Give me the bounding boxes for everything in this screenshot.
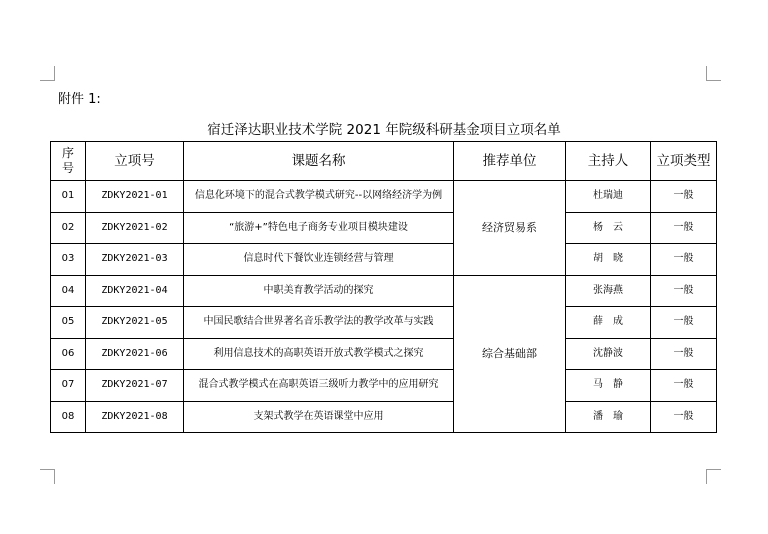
row-host: 沈静波	[566, 338, 651, 370]
row-type: 一般	[651, 338, 717, 370]
header-host: 主持人	[566, 142, 651, 181]
row-name: 利用信息技术的高职英语开放式教学模式之探究	[184, 338, 454, 370]
row-seq: 05	[51, 307, 86, 339]
crop-mark-bottom-right	[706, 469, 721, 484]
table-row	[51, 370, 717, 402]
row-type: 一般	[651, 401, 717, 433]
row-type: 一般	[651, 212, 717, 244]
crop-mark-top-right	[706, 66, 721, 81]
row-code: ZDKY2021-03	[86, 244, 184, 276]
row-code: ZDKY2021-05	[86, 307, 184, 339]
row-host: 马 静	[566, 370, 651, 402]
row-host: 潘 瑜	[566, 401, 651, 433]
row-code: ZDKY2021-04	[86, 275, 184, 307]
table-row	[51, 307, 717, 339]
header-type: 立项类型	[651, 142, 717, 181]
row-seq: 01	[51, 181, 86, 213]
row-code: ZDKY2021-01	[86, 181, 184, 213]
row-unit: 经济贸易系	[454, 181, 566, 276]
crop-mark-bottom-left	[40, 469, 55, 484]
attachment-label: 附件 1:	[58, 92, 101, 107]
row-seq: 04	[51, 275, 86, 307]
table-row	[51, 181, 717, 213]
row-unit: 综合基础部	[454, 275, 566, 433]
row-seq: 08	[51, 401, 86, 433]
row-seq: 03	[51, 244, 86, 276]
document-title: 宿迁泽达职业技术学院 2021 年院级科研基金项目立项名单	[207, 122, 561, 138]
table-row	[51, 275, 717, 307]
table-row	[51, 338, 717, 370]
row-name: 支架式教学在英语课堂中应用	[184, 401, 454, 433]
crop-mark-top-left	[40, 66, 55, 81]
row-code: ZDKY2021-02	[86, 212, 184, 244]
row-seq: 07	[51, 370, 86, 402]
row-name: 中国民歌结合世界著名音乐教学法的教学改革与实践	[184, 307, 454, 339]
row-name: 信息时代下餐饮业连锁经营与管理	[184, 244, 454, 276]
row-code: ZDKY2021-06	[86, 338, 184, 370]
table-row	[51, 212, 717, 244]
row-code: ZDKY2021-07	[86, 370, 184, 402]
row-host: 薛 成	[566, 307, 651, 339]
header-code: 立项号	[86, 142, 184, 181]
row-name: 中职美育教学活动的探究	[184, 275, 454, 307]
row-name: 信息化环境下的混合式教学模式研究--以网络经济学为例	[184, 181, 454, 213]
row-type: 一般	[651, 370, 717, 402]
header-seq: 序 号	[51, 142, 86, 181]
row-type: 一般	[651, 181, 717, 213]
row-type: 一般	[651, 244, 717, 276]
row-host: 杜瑞迪	[566, 181, 651, 213]
row-name: “旅游+”特色电子商务专业项目模块建设	[184, 212, 454, 244]
row-seq: 02	[51, 212, 86, 244]
row-host: 杨 云	[566, 212, 651, 244]
row-name: 混合式教学模式在高职英语三级听力教学中的应用研究	[184, 370, 454, 402]
header-name: 课题名称	[184, 142, 454, 181]
row-host: 胡 晓	[566, 244, 651, 276]
row-type: 一般	[651, 275, 717, 307]
row-seq: 06	[51, 338, 86, 370]
row-code: ZDKY2021-08	[86, 401, 184, 433]
table-row	[51, 244, 717, 276]
row-host: 张海燕	[566, 275, 651, 307]
table-row	[51, 401, 717, 433]
row-type: 一般	[651, 307, 717, 339]
project-list-table	[50, 141, 717, 433]
table-header-row	[51, 142, 717, 181]
header-unit: 推荐单位	[454, 142, 566, 181]
